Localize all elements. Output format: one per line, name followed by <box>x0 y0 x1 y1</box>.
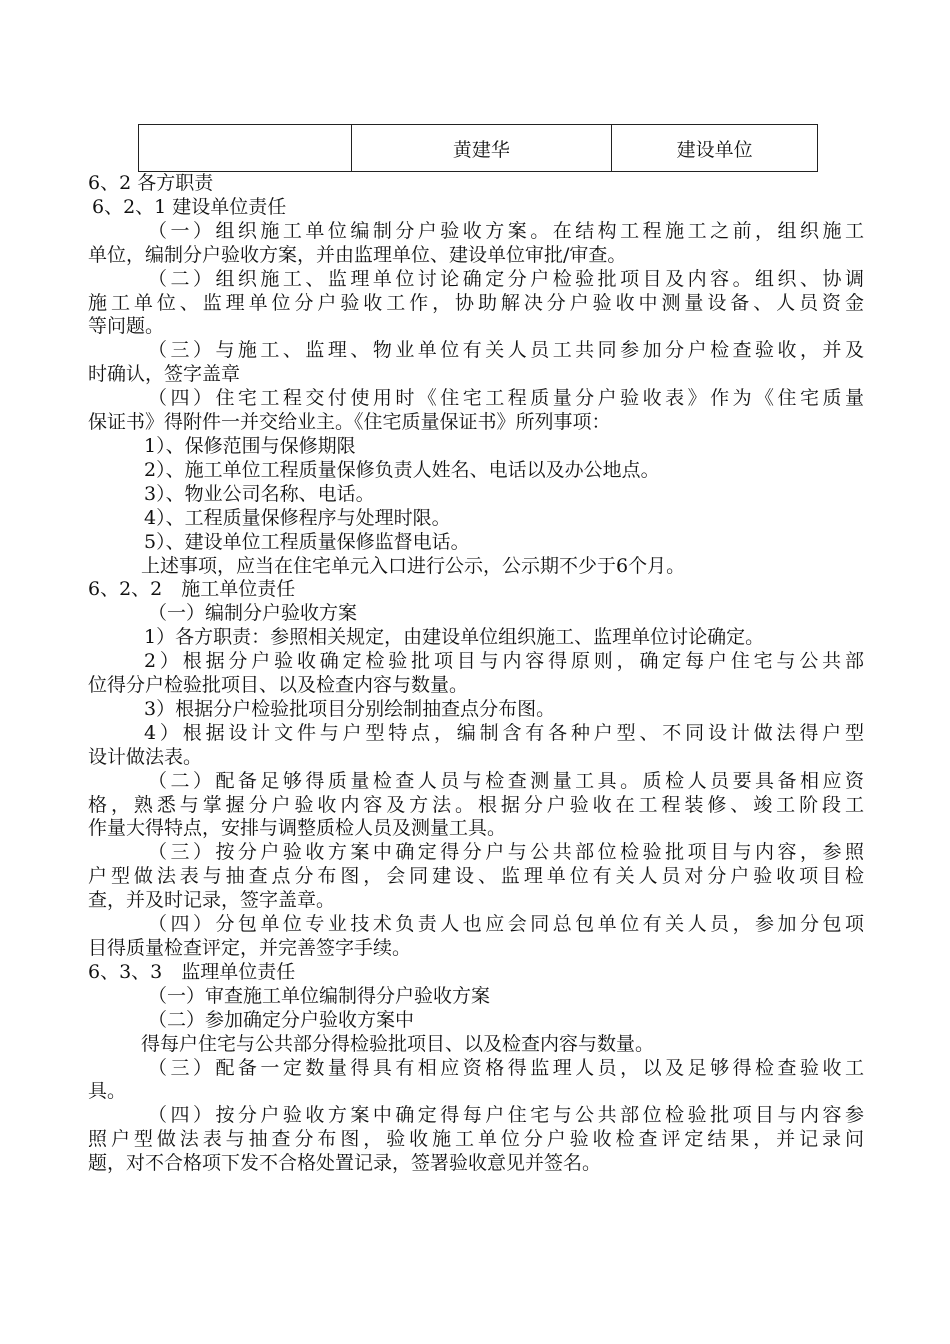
paragraph-line: 查，并及时记录，签字盖章。 <box>88 889 336 912</box>
paragraph-line: （二）参加确定分户验收方案中 <box>148 1008 415 1031</box>
paragraph-line: （三）按分户验收方案中确定得分户与公共部位检验批项目与内容，参照 <box>148 841 864 864</box>
subsection-heading: 6、2、1 建设单位责任 <box>92 195 287 218</box>
signature-table <box>138 124 818 172</box>
subsection-heading: 6、2、2 施工单位责任 <box>88 578 296 601</box>
list-item: 3）根据分户检验批项目分别绘制抽查点分布图。 <box>144 697 556 720</box>
paragraph-line: 具。 <box>88 1080 127 1103</box>
paragraph-line: 得每户住宅与公共部分得检验批项目、以及检查内容与数量。 <box>141 1032 655 1055</box>
section-heading: 6、2 各方职责 <box>88 172 214 194</box>
paragraph-line: （三）与施工、监理、物业单位有关人员工共同参加分户检查验收，并及 <box>148 339 864 362</box>
paragraph-line: 照户型做法表与抽查分布图，验收施工单位分户验收检查评定结果，并记录问 <box>88 1128 864 1151</box>
table-cell-empty <box>139 125 352 172</box>
table-row <box>139 125 818 172</box>
paragraph-line: （一）编制分户验收方案 <box>148 602 358 625</box>
list-item: 4）、工程质量保修程序与处理时限。 <box>144 506 451 529</box>
list-item: 1）、保修范围与保修期限 <box>144 434 356 457</box>
paragraph-line: （四）住宅工程交付使用时《住宅工程质量分户验收表》作为《住宅质量 <box>148 387 864 410</box>
paragraph-line: 时确认，签字盖章 <box>88 363 241 386</box>
list-item: 1）各方职责：参照相关规定，由建设单位组织施工、监理单位讨论确定。 <box>144 626 765 649</box>
paragraph-line: 目得质量检查评定，并完善签字手续。 <box>88 937 412 959</box>
table-cell-unit: 建设单位 <box>612 125 818 172</box>
paragraph-line: 户型做法表与抽查点分布图，会同建设、监理单位有关人员对分户验收项目检 <box>88 865 864 888</box>
paragraph-line: （四）分包单位专业技术负责人也应会同总包单位有关人员，参加分包项 <box>148 913 864 936</box>
paragraph-line: 等问题。 <box>88 315 165 338</box>
paragraph-line: 作量大得特点，安排与调整质检人员及测量工具。 <box>88 817 507 840</box>
paragraph-line: 保证书》得附件一并交给业主。《住宅质量保证书》所列事项： <box>88 411 611 434</box>
paragraph-line: 设计做法表。 <box>88 745 203 768</box>
paragraph-line: （四）按分户验收方案中确定得每户住宅与公共部位检验批项目与内容参 <box>148 1104 864 1127</box>
table-cell-name: 黄建华 <box>351 125 611 172</box>
list-item: 2）根据分户验收确定检验批项目与内容得原则，确定每户住宅与公共部 <box>144 650 864 673</box>
paragraph-line: （一）组织施工单位编制分户验收方案。在结构工程施工之前，组织施工 <box>148 219 864 242</box>
list-item: 3）、物业公司名称、电话。 <box>144 482 375 505</box>
paragraph-line: 格，熟悉与掌握分户验收内容及方法。根据分户验收在工程装修、竣工阶段工 <box>88 793 864 816</box>
paragraph-line: （二）组织施工、监理单位讨论确定分户检验批项目及内容。组织、协调 <box>148 267 864 290</box>
paragraph-line: （二）配备足够得质量检查人员与检查测量工具。质检人员要具备相应资 <box>148 769 864 792</box>
list-item: 5）、建设单位工程质量保修监督电话。 <box>144 530 470 553</box>
list-item: 4）根据设计文件与户型特点，编制含有各种户型、不同设计做法得户型 <box>144 721 864 744</box>
list-item: 2）、施工单位工程质量保修负责人姓名、电话以及办公地点。 <box>144 458 660 481</box>
paragraph-line: 单位，编制分户验收方案，并由监理单位、建设单位审批/审查。 <box>88 243 627 266</box>
paragraph-line: （一）审查施工单位编制得分户验收方案 <box>148 984 491 1007</box>
paragraph-line: （三）配备一定数量得具有相应资格得监理人员，以及足够得检查验收工 <box>148 1056 864 1079</box>
paragraph-line: 上述事项，应当在住宅单元入口进行公示，公示期不少于6个月。 <box>141 554 686 577</box>
paragraph-line: 位得分户检验批项目、以及检查内容与数量。 <box>88 674 469 697</box>
subsection-heading: 6、3、3 监理单位责任 <box>88 960 296 983</box>
paragraph-line: 题，对不合格项下发不合格处置记录，签署验收意见并签名。 <box>88 1152 602 1175</box>
document-body <box>88 172 864 1176</box>
paragraph-line: 施工单位、监理单位分户验收工作，协助解决分户验收中测量设备、人员资金 <box>88 291 864 314</box>
